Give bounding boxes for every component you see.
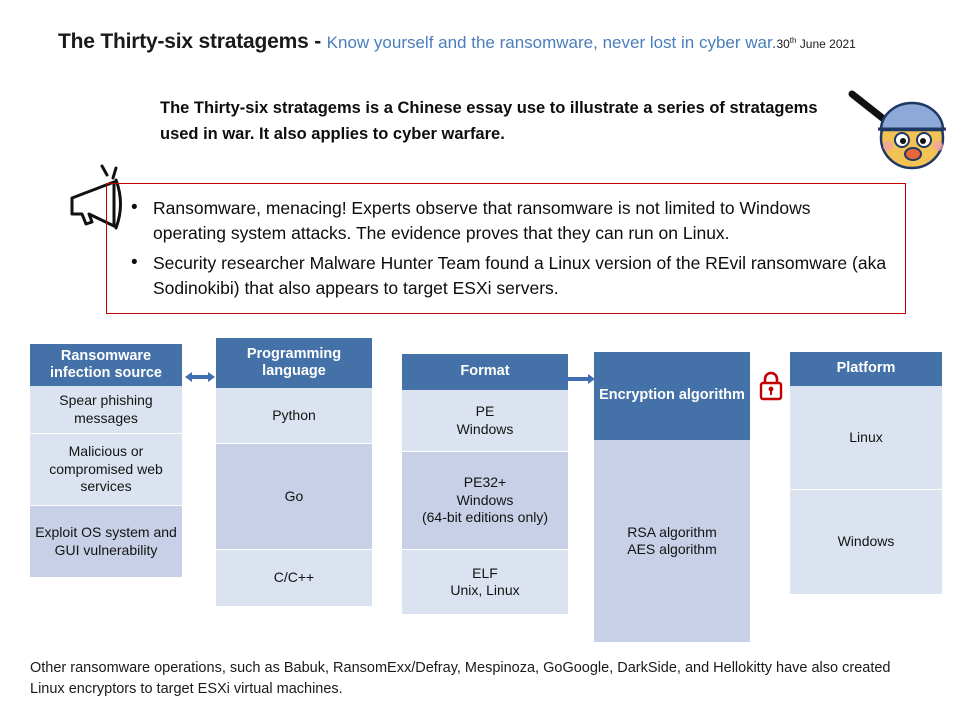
column-header-platform: Platform [790, 352, 942, 386]
footer-note: Other ransomware operations, such as Babuk, RansomExx/Defray, Mespinoza, GoGoogle, DarkSide, and Hellokitty have also created Linux encryptors to target ESXi virtual machines. [30, 660, 891, 698]
table-row: Python [216, 388, 372, 444]
table-row: PE Windows [402, 390, 568, 452]
table-row: RSA algorithm AES algorithm [594, 440, 750, 642]
title-date-suffix: th [789, 36, 797, 45]
table-row: PE32+ Windows (64-bit editions only) [402, 452, 568, 550]
callout-bullet-1: • Ransomware, menacing! Experts observe that ransomware is not limited to Windows operating system attacks. The evidence proves that they can run on Linux. [127, 196, 887, 246]
callout-bullet-2: • Security researcher Malware Hunter Team found a Linux version of the REvil ransomware (aka Sodinokibi) that also appears to target ESXi servers. [127, 251, 887, 301]
diagram-column-format [402, 354, 568, 614]
table-row: Malicious or compromised web services [30, 434, 182, 506]
table-row: C/C++ [216, 550, 372, 606]
table-row: Exploit OS system and GUI vulnerability [30, 506, 182, 578]
diagram-column-programming-language [216, 338, 372, 606]
column-header-programming-language: Programming language [216, 338, 372, 388]
lead-paragraph: The Thirty-six stratagems is a Chinese essay use to illustrate a series of stratagems used in war. It also applies to cyber warfare. [160, 99, 818, 143]
lock-icon [758, 370, 784, 402]
column-header-ransomware-infection-source: Ransomware infection source [30, 344, 182, 386]
diagram-column-encryption-algorithm [594, 352, 750, 642]
column-header-encryption-algorithm: Encryption algorithm [594, 352, 750, 440]
table-row: Windows [790, 490, 942, 594]
table-row: Go [216, 444, 372, 550]
table-row: Linux [790, 386, 942, 490]
callout-list [127, 196, 887, 300]
title-main: The Thirty-six stratagems - [58, 30, 327, 53]
title-date-month: June 2021 [796, 37, 856, 51]
double-arrow-icon [556, 372, 598, 391]
diagram-column-platform [790, 352, 942, 594]
column-header-format: Format [402, 354, 568, 390]
mascot-illustration [840, 88, 952, 174]
title-date [776, 37, 855, 51]
page-title [58, 30, 918, 54]
title-date-day: 30 [776, 37, 790, 51]
double-arrow-icon [182, 370, 218, 389]
table-row: ELF Unix, Linux [402, 550, 568, 614]
title-subtitle: Know yourself and the ransomware, never lost in cyber war. [326, 33, 777, 52]
diagram-column-ransomware-infection-source [30, 344, 182, 578]
table-row: Spear phishing messages [30, 386, 182, 434]
ransomware-diagram [0, 330, 960, 650]
callout-box [106, 183, 906, 314]
